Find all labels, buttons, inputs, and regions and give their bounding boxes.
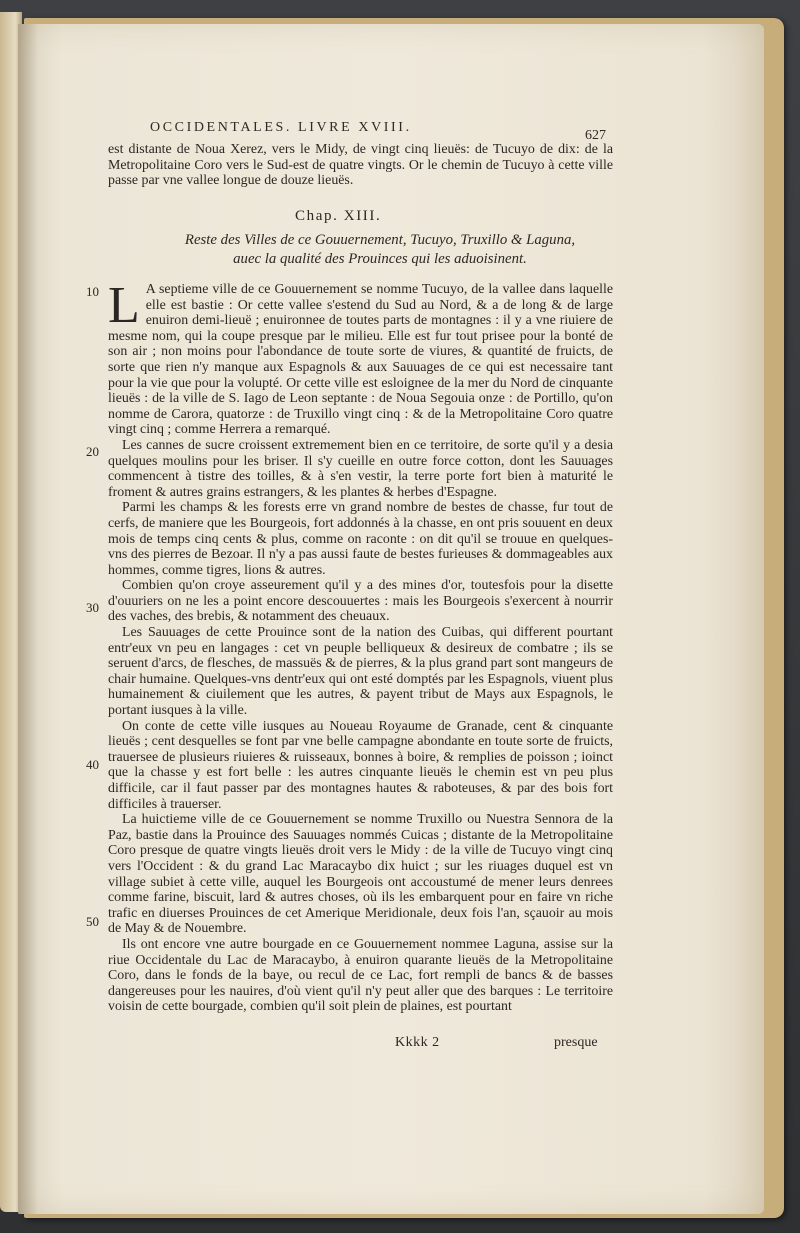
intro-paragraph <box>108 142 613 189</box>
paragraph-1-text: A septieme ville de ce Gouuernement se nomme Tucuyo, de la vallee dans laquelle elle est bastie : Or cette vallee s'estend du Sud au Nord, & a de long & de large enuiron demi-lieuë ; enuironnee de toutes parts de montagnes : il y a vne riuiere de mesme nom, qui la coupe presque par le milieu. Elle est fur tout prisee pour la bonté de son air ; non moins pour l'abondance de toute sorte de viures, & quantité de fruicts, de sorte que rien n'y manque aux Espagnols & aux Sauuages de ce qui est necessaire tant pour la vie que pour la volupté. Or cette ville est esloignee de la mer du Nord de cinquante lieuës : de la ville de S. Iago de Leon septante : de Noua Segouia onze : de Portillo, qu'on nomme de Carora, quatorze : de Truxillo vingt cinq : & de la Metropolitaine Coro quatre vingt cinq ; comme Herrera a remarqué. <box>108 282 613 438</box>
page-number: 627 <box>585 128 606 143</box>
paragraph-1 <box>108 277 613 438</box>
paragraph-8: Ils ont encore vne autre bourgade en ce Gouuernement nommee Laguna, assise sur la riue Occidentale du Lac de Maracaybo, à enuiron quarante lieuës de la Metropolitaine Coro, dans le fonds de la baye, ou recul de ce Lac, fort rempli de bancs & de basses dangereuses pour les nauires, d'où vient qu'il n'y peut aller que des barques : Le territoire voisin de cette bourgade, combien qu'il soit plein de plaines, est pourtant <box>108 936 613 1015</box>
subtitle-line-1: Reste des Villes de ce Gouuernement, Tucuyo, Truxillo & Laguna, <box>184 232 576 248</box>
paragraph-6: On conte de cette ville iusques au Noueau Royaume de Granade, cent & cinquante lieuës ; cent desquelles se font par vne belle campagne abondante en toute sorte de fruicts, trauersee de plusieurs riuieres & ruisseaux, bonnes à boire, & remplies de poisson ; ioinct que la chasse y est fort belle : les autres cinquante lieuës le chemin est vn peu plus difficile, car il faut passer par des montagnes hautes & raboteuses, & par des bois fort difficiles à trauerser. <box>108 718 613 812</box>
margin-line-number: 50 <box>86 914 99 929</box>
margin-line-number: 30 <box>86 600 99 615</box>
paragraph-2: Les cannes de sucre croissent extremement bien en ce territoire, de sorte qu'il y a desia quelques moulins pour les briser. Il s'y cueille en outre force cotton, dont les Sauuages commencent à tistre des toilles, & à s'en vestir, la terre porte fort bien à maturité le froment & autres grains estrangers, & les plantes & herbes d'Espagne. <box>108 437 613 500</box>
chapter-body <box>108 277 613 1015</box>
subtitle-line-2: auec la qualité des Prouinces qui les aduoisinent. <box>233 251 527 267</box>
signature-mark: Kkkk 2 <box>395 1035 440 1050</box>
catchword: presque <box>554 1035 598 1050</box>
spine-shadow <box>18 24 38 1214</box>
margin-line-number: 10 <box>86 284 99 299</box>
margin-line-number: 20 <box>86 444 99 459</box>
drop-cap: L <box>108 277 140 334</box>
paragraph-5: Les Sauuages de cette Prouince sont de la nation des Cuibas, qui different pourtant entr'eux vn peu en langages : cet vn peuple belliqueux & desireux de combatre ; ils se seruent d'arcs, de flesches, de massuës & de pierres, & la plus grand part sont mangeurs de chair humaine. Quelques-vns dentr'eux qui ont esté domptés par les Espagnols, viuent plus humainement & ciuilement que les autres, & payent tribut de Mays aux Espagnols, le portant iusques à la ville. <box>108 625 613 719</box>
paragraph-4: Combien qu'on croye asseurement qu'il y a des mines d'or, toutesfois pour la disette d'ouuriers on ne les a point encore descouuertes : mais les Bourgeois s'exercent à nourrir des vaches, des brebis, & notamment des cheuaux. <box>108 578 613 625</box>
margin-line-number: 40 <box>86 757 99 772</box>
paragraph-7: La huictieme ville de ce Gouuernement se nomme Truxillo ou Nuestra Sennora de la Paz, bastie dans la Prouince des Sauuages nommés Cuicas ; distante de la Metropolitaine Coro presque de quatre vingts lieuës droit vers le Midy : de la ville de Tucuyo vingt cinq vers l'Occident : & du grand Lac Maracaybo dix huict ; sur les riuages duquel est vn village subiet à cette ville, auquel les Bourgeois ont accoustumé de mener leurs denrees comme farine, biscuit, lard & autres choses, où ils les embarquent pour en faire vn riche trafic en diuerses Prouinces de cet Amerique Meridionale, deux fois l'an, sçauoir au mois de May & de Nouembre. <box>108 812 613 937</box>
chapter-subtitle <box>145 231 615 269</box>
running-head: OCCIDENTALES. LIVRE XVIII. <box>150 120 412 135</box>
paragraph-3: Parmi les champs & les forests erre vn grand nombre de bestes de chasse, fur tout de cerfs, de maniere que les Bourgeois, fort addonnés à la chasse, en ont pris souuent en deux mois de temps cinq cents & plus, comme on raconte : on dit qu'il se trouue en quelques-vns des pierres de Bezoar. Il n'y a pas aussi faute de bestes furieuses & dommageables aux hommes, comme tigres, lions & autres. <box>108 500 613 578</box>
intro-text: est distante de Noua Xerez, vers le Midy, de vingt cinq lieuës: de Tucuyo de dix: de la Metropolitaine Coro vers le Sud-est de quatre vingts. Or le chemin de Tucuyo à cette ville passe par vne vallee longue de douze lieuës. <box>108 142 613 189</box>
chapter-heading: Chap. XIII. <box>295 208 382 224</box>
